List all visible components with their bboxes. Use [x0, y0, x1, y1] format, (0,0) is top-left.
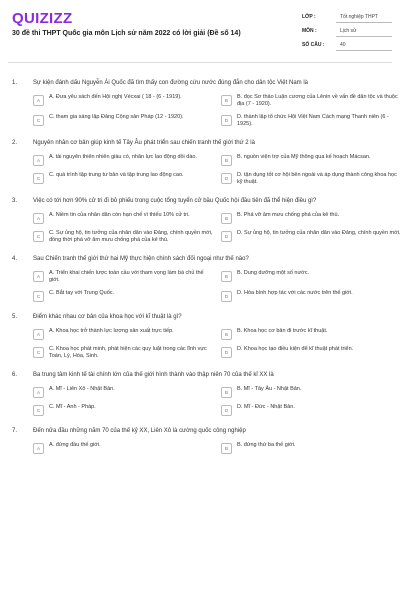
header: [0, 0, 400, 62]
question-text: Ba trung tâm kinh tế tài chính lớn của thế giới hình thành vào thập niên 70 của thế kỉ XX là: [33, 372, 274, 378]
question-header: [12, 314, 400, 320]
option-letter-badge: D: [221, 173, 232, 184]
option-text: D. Mĩ - Đức - Nhật Bản.: [237, 404, 295, 410]
question-7: [0, 428, 400, 454]
question-text: Sự kiện đánh dấu Nguyễn Ái Quốc đã tìm thấy con đường cứu nước đúng đắn cho dân tộc Việt Nam là: [33, 80, 308, 86]
question-header: [12, 372, 400, 378]
meta-value: Tốt nghiệp THPT: [336, 11, 392, 23]
answer-options: [33, 386, 400, 416]
question-text: Sau Chiến tranh thế giới thứ hai Mỹ thực hiện chính sách đối ngoại như thế nào?: [33, 256, 249, 262]
question-4: [0, 256, 400, 302]
question-6: [0, 372, 400, 416]
option-letter-badge: C: [33, 405, 44, 416]
question-number: 3.: [12, 198, 18, 204]
option-letter-badge: A: [33, 443, 44, 454]
answer-options: [33, 212, 400, 244]
option-letter-badge: A: [33, 213, 44, 224]
answer-option-b[interactable]: [221, 270, 400, 284]
answer-option-d[interactable]: [221, 230, 400, 244]
option-text: A. tài nguyên thiên nhiên giàu có, nhân lực lao động dồi dào.: [49, 154, 198, 160]
answer-option-a[interactable]: [33, 328, 213, 340]
answer-option-c[interactable]: [33, 114, 213, 128]
option-text: A. Đưa yêu sách đến Hội nghị Vécxai ( 18 - (6 - 1919).: [49, 94, 182, 100]
question-number: 7.: [12, 428, 18, 434]
meta-row-class: [302, 11, 392, 25]
answer-option-a[interactable]: [33, 386, 213, 398]
answer-option-c[interactable]: [33, 290, 213, 302]
option-text: B. đọc Sơ thảo Luận cương của Lênin về vấn đề dân tộc và thuộc địa (7 - 1920).: [237, 94, 398, 107]
option-text: A. Niềm tin của nhân dân còn hạn chế vì thiếu 10% cử tri.: [49, 212, 190, 218]
answer-option-a[interactable]: [33, 442, 213, 454]
answer-option-b[interactable]: [221, 154, 400, 166]
answer-option-b[interactable]: [221, 94, 400, 108]
option-text: C. Bắt tay với Trung Quốc.: [49, 290, 115, 296]
header-divider: [8, 62, 392, 63]
answer-option-d[interactable]: [221, 172, 400, 186]
option-letter-badge: A: [33, 95, 44, 106]
option-letter-badge: C: [33, 347, 44, 358]
answer-option-a[interactable]: [33, 212, 213, 224]
question-number: 2.: [12, 140, 18, 146]
answer-options: [33, 154, 400, 186]
option-text: C. quá trình tập trung tư bản và tập trung lao động cao.: [49, 172, 184, 178]
question-header: [12, 80, 400, 86]
answer-option-d[interactable]: [221, 404, 400, 416]
question-text: Điểm khác nhau cơ bản của khoa học với kĩ thuật là gì?: [33, 314, 182, 320]
option-letter-badge: B: [221, 95, 232, 106]
meta-row-question-count: [302, 39, 392, 53]
option-letter-badge: D: [221, 115, 232, 126]
answer-options: [33, 270, 400, 302]
question-5: [0, 314, 400, 360]
option-text: B. Khoa học cơ bản đi trước kĩ thuật.: [237, 328, 328, 334]
answer-option-d[interactable]: [221, 114, 400, 128]
option-letter-badge: C: [33, 115, 44, 126]
question-3: [0, 198, 400, 244]
answer-option-a[interactable]: [33, 154, 213, 166]
question-number: 1.: [12, 80, 18, 86]
option-text: B. Mĩ - Tây Âu - Nhật Bản.: [237, 386, 302, 392]
option-letter-badge: B: [221, 213, 232, 224]
question-list: [0, 80, 400, 466]
option-letter-badge: D: [221, 347, 232, 358]
option-text: C. Sự ủng hộ, tin tưởng của nhân dân vào Đảng, chính quyền mới, đồng thời phá vỡ âm mưu chống phá của kẻ thù.: [49, 230, 213, 243]
question-header: [12, 428, 400, 434]
option-text: D. Khoa học tạo điều kiện để kĩ thuật phát triển.: [237, 346, 354, 352]
meta-row-subject: [302, 25, 392, 39]
option-text: D. tận dụng tốt cơ hội bên ngoài và áp dụng thành công khoa học kỹ thuật.: [237, 172, 397, 185]
question-header: [12, 198, 400, 204]
option-text: D. thành lập tổ chức Hội Việt Nam Cách mạng Thanh niên (6 - 1925).: [237, 114, 389, 127]
answer-option-b[interactable]: [221, 442, 400, 454]
question-header: [12, 140, 400, 146]
answer-option-b[interactable]: [221, 212, 400, 224]
document-title: 30 đề thi THPT Quốc gia môn Lịch sử năm 2022 có lời giải (Đề số 14): [12, 30, 241, 37]
question-header: [12, 256, 400, 262]
option-letter-badge: B: [221, 155, 232, 166]
option-text: C. Khoa học phát minh, phát hiện các quy luật trong các lĩnh vực Toán, Lý, Hóa, Sinh.: [49, 346, 207, 359]
option-letter-badge: A: [33, 329, 44, 340]
option-text: A. Khoa học trở thành lực lượng sản xuất trực tiếp.: [49, 328, 174, 334]
question-number: 5.: [12, 314, 18, 320]
option-letter-badge: A: [33, 271, 44, 282]
question-text: Việc có tới hơn 90% cử tri đi bỏ phiếu trong cuộc tổng tuyển cử bầu Quốc hội đầu tiên đã thể hiện điều gì?: [33, 198, 317, 204]
meta-label: LỚP :: [302, 14, 316, 20]
answer-option-c[interactable]: [33, 230, 213, 244]
option-text: C. tham gia sáng lập Đảng Cộng sản Pháp (12 - 1920).: [49, 114, 184, 120]
option-letter-badge: B: [221, 443, 232, 454]
question-2: [0, 140, 400, 186]
option-letter-badge: D: [221, 291, 232, 302]
meta-info: [302, 11, 392, 53]
option-text: A. đứng đầu thế giới.: [49, 442, 101, 448]
meta-value: Lịch sử: [336, 25, 392, 37]
option-letter-badge: C: [33, 173, 44, 184]
option-letter-badge: A: [33, 155, 44, 166]
answer-option-b[interactable]: [221, 328, 400, 340]
option-letter-badge: B: [221, 271, 232, 282]
answer-option-d[interactable]: [221, 346, 400, 360]
answer-option-a[interactable]: [33, 270, 213, 284]
option-text: A. Mĩ - Liên Xô - Nhật Bản.: [49, 386, 115, 392]
option-letter-badge: A: [33, 387, 44, 398]
question-1: [0, 80, 400, 128]
answer-option-b[interactable]: [221, 386, 400, 398]
option-text: B. Phá vỡ âm mưu chống phá của kẻ thù.: [237, 212, 340, 218]
meta-label: MÔN :: [302, 28, 317, 34]
option-text: D. Sự ủng hộ, tin tưởng của nhân dân vào Đảng, chính quyền mới.: [237, 230, 400, 236]
answer-option-c[interactable]: [33, 172, 213, 186]
meta-value: 40: [336, 39, 392, 51]
option-text: B. đứng thứ ba thế giới.: [237, 442, 296, 448]
option-letter-badge: C: [33, 291, 44, 302]
option-letter-badge: B: [221, 387, 232, 398]
answer-options: [33, 442, 400, 454]
option-text: B. nguồn viện trợ của Mỹ thông qua kế hoạch Mácsan.: [237, 154, 371, 160]
option-letter-badge: D: [221, 405, 232, 416]
option-letter-badge: D: [221, 231, 232, 242]
option-text: A. Triển khai chiến lược toàn cầu với tham vọng làm bá chủ thế giới.: [49, 270, 204, 283]
question-number: 4.: [12, 256, 18, 262]
option-text: D. Hòa bình hợp tác với các nước trên thế giới.: [237, 290, 353, 296]
meta-label: SỐ CÂU :: [302, 42, 325, 48]
question-text: Nguyên nhân cơ bản giúp kinh tế Tây Âu phát triển sau chiến tranh thế giới thứ 2 là: [33, 140, 255, 146]
answer-options: [33, 328, 400, 360]
option-text: B. Dung dưỡng một số nước.: [237, 270, 310, 276]
quizizz-logo: QUIZIZZ: [12, 10, 73, 27]
answer-option-c[interactable]: [33, 346, 213, 360]
answer-option-a[interactable]: [33, 94, 213, 108]
question-text: Đến nửa đầu những năm 70 của thế kỷ XX, Liên Xô là cường quốc công nghiệp: [33, 428, 246, 434]
option-letter-badge: C: [33, 231, 44, 242]
option-text: C. Mĩ - Anh - Pháp.: [49, 404, 96, 410]
question-number: 6.: [12, 372, 18, 378]
option-letter-badge: B: [221, 329, 232, 340]
answer-option-c[interactable]: [33, 404, 213, 416]
answer-options: [33, 94, 400, 128]
answer-option-d[interactable]: [221, 290, 400, 302]
